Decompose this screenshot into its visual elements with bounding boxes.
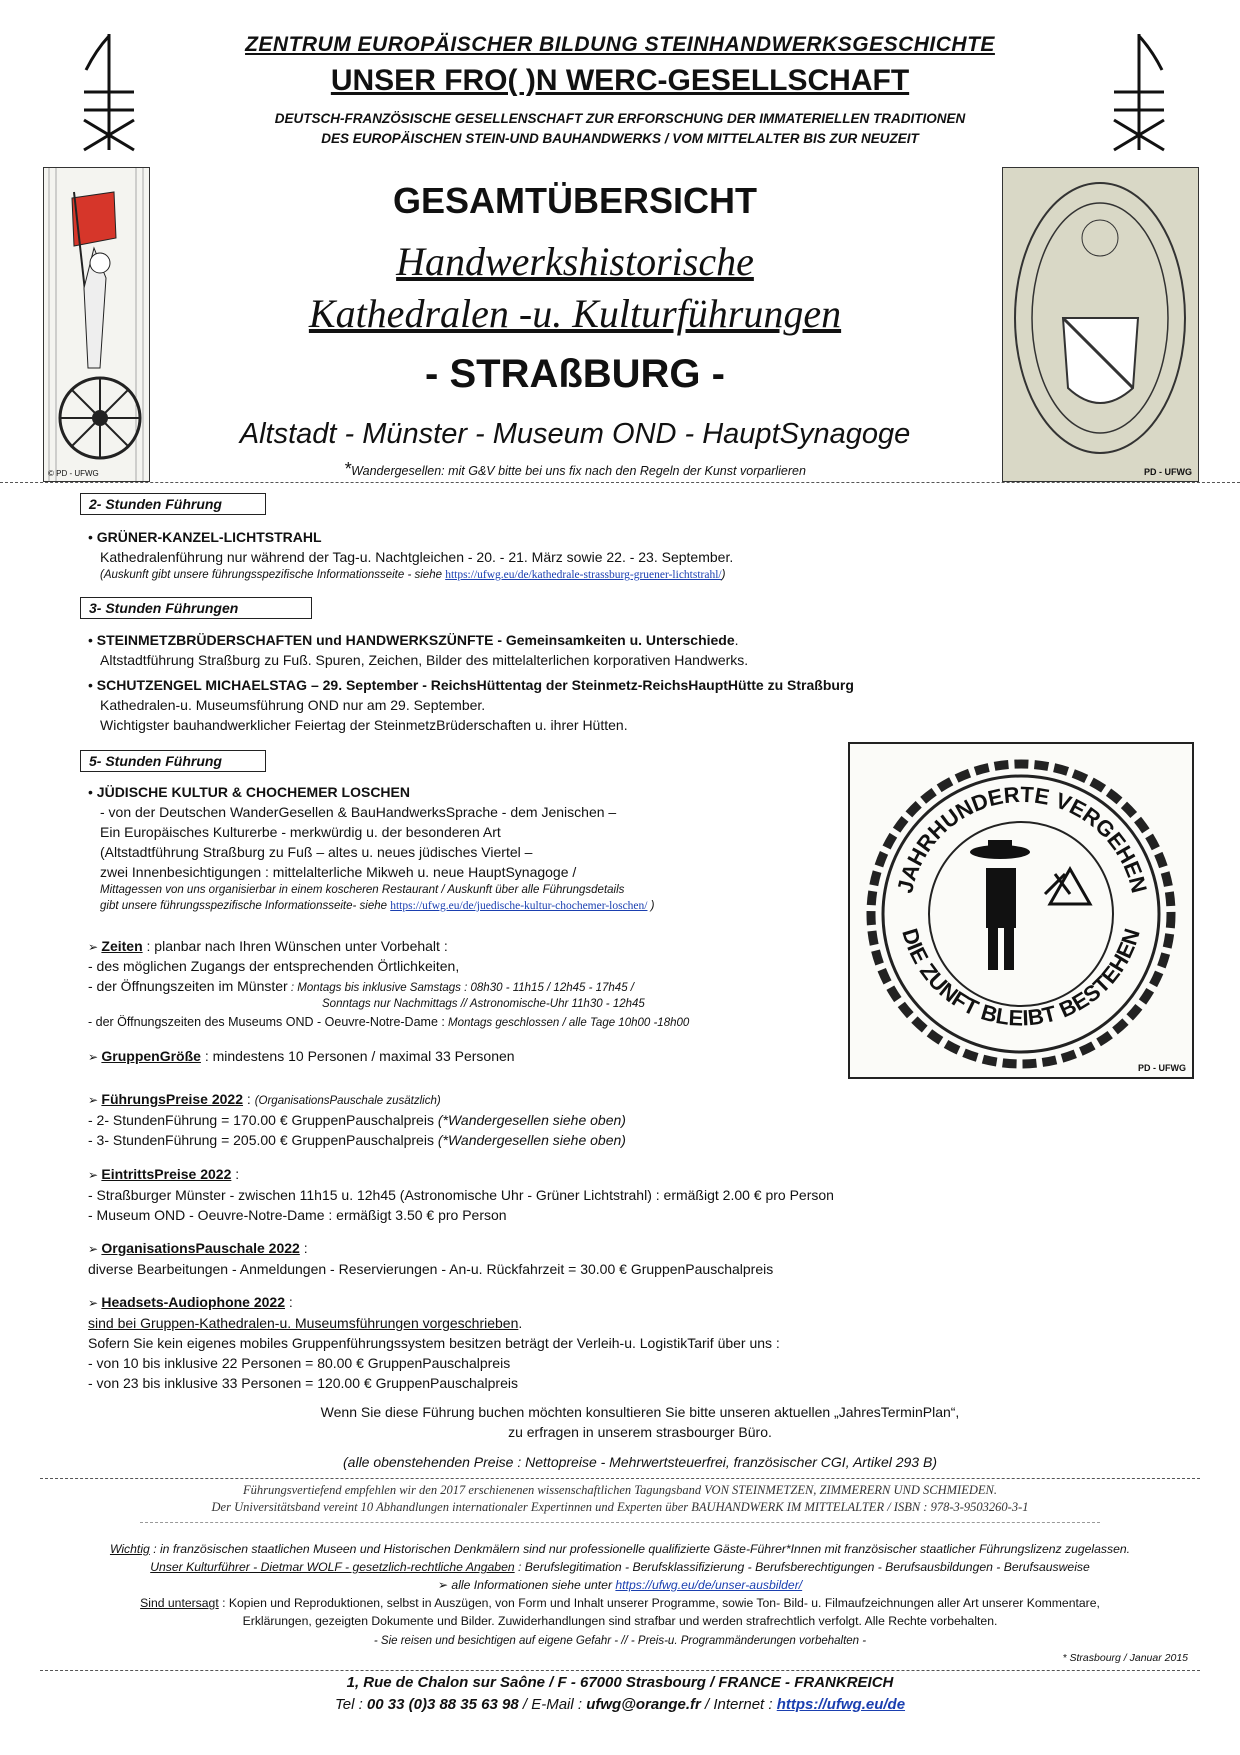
footer-tel[interactable]: 00 33 (0)3 88 35 63 98: [366, 1696, 519, 1713]
note-text: Wandergesellen: mit G&V bitte bei uns fix nach den Regeln der Kunst vorparlieren: [351, 464, 806, 478]
eintritt-line-2: - Museum OND - Oeuvre-Notre-Dame : ermäßigt 3.50 € pro Person: [88, 1207, 507, 1223]
preise-block: ➢ FührungsPreise 2022 : (OrganisationsPauschale zusätzlich) - 2- StundenFührung = 170.00 € GruppenPauschalpreis (*Wandergesellen siehe oben) - 3- StundenFührung = 205.00 € GruppenPauschalpreis (*Wandergesellen siehe oben): [88, 1089, 888, 1150]
seal-caption: PD - UFWG: [1138, 1063, 1186, 1073]
guild-seal-image: [1002, 167, 1199, 482]
item2-text-2: Wichtigster bauhandwerklicher Feiertag der SteinmetzBrüderschaften u. ihrer Hütten.: [100, 717, 628, 733]
footer-contact: Tel : 00 33 (0)3 88 35 63 98 / E-Mail : ufwg@orange.fr / Internet : https://ufwg.eu/de: [334, 1696, 906, 1713]
item2-text-1: Kathedralen-u. Museumsführung OND nur am 29. September.: [100, 697, 486, 713]
line-1: - von der Deutschen WanderGesellen & BauHandwerksSprache - dem Jenischen –: [100, 804, 617, 820]
preise-line-1: - 2- StundenFührung = 170.00 € GruppenPauschalpreis (*Wandergesellen siehe oben): [88, 1112, 626, 1128]
gruppe-block: ➢ GruppenGröße : mindestens 10 Personen / maximal 33 Personen: [88, 1048, 515, 1064]
headsets-line-2: Sofern Sie kein eigenes mobiles Gruppenführungssystem besitzen beträgt der Verleih-u. LogistikTarif über uns :: [88, 1335, 780, 1351]
link-ausbilder[interactable]: https://ufwg.eu/de/unser-ausbilder/: [615, 1578, 803, 1592]
booking-line-2: zu erfragen in unserem strasbourger Büro.: [508, 1424, 772, 1440]
seal-text-bottom: DIE ZUNFT BLEIBT BESTEHEN: [897, 925, 1145, 1031]
footer-address: 1, Rue de Chalon sur Saône / F - 67000 Strasbourg / FRANCE - FRANKREICH: [346, 1674, 894, 1691]
script-title-1: Handwerkshistorische: [396, 239, 754, 284]
divider-3: [40, 1670, 1200, 1671]
org-name: UNSER FRO( )N WERC-GESELLSCHAFT: [330, 64, 910, 97]
item-title: GRÜNER-KANZEL-LICHTSTRAHL: [96, 529, 322, 545]
orga-heading: OrganisationsPauschale 2022: [101, 1240, 300, 1256]
risk-line: - Sie reisen und besichtigen auf eigene Gefahr - // - Preis-u. Programmänderungen vorbehalten -: [373, 1635, 867, 1647]
org-subtitle-1: DEUTSCH-FRANZÖSISCHE GESELLENSCHAFT ZUR ERFORSCHUNG DER IMMATERIELLEN TRADITIONEN: [274, 111, 966, 126]
preise-heading: FührungsPreise 2022: [101, 1091, 244, 1107]
mason-mark-left-icon: [78, 30, 140, 155]
item1-title: STEINMETZBRÜDERSCHAFTEN und HANDWERKSZÜNFTE - Gemeinsamkeiten u. Unterschiede: [96, 632, 735, 648]
item2-title: SCHUTZENGEL MICHAELSTAG – 29. September - ReichsHüttentag der Steinmetz-ReichsHauptHütte zu Straßburg: [96, 677, 854, 693]
wichtig-line: Wichtig : in französischen staatlichen Museen und Historischen Denkmälern sind nur professionelle qualifizierte Gäste-Führer*Innen mit französischer staatlicher Führungslizenz zugelassen.: [109, 1542, 1131, 1556]
untersagt-line-2: Erklärungen, gezeigten Dokumente und Bilder. Zuwiderhandlungen sind strafbar und werden strafrechtlich verfolgt. Alle Rechte vorbehalten.: [242, 1614, 998, 1628]
eintritt-heading: EintrittsPreise 2022: [101, 1166, 232, 1182]
legal-block: [40, 1540, 1200, 1650]
bullet: •: [88, 677, 97, 693]
zeiten-line-4: - der Öffnungszeiten des Museums OND - Oeuvre-Notre-Dame : Montags geschlossen / alle Tage 10h00 -18h00: [88, 1015, 690, 1029]
item-title: JÜDISCHE KULTUR & CHOCHEMER LOSCHEN: [96, 784, 410, 800]
headsets-line-4: - von 23 bis inklusive 33 Personen = 120.00 € GruppenPauschalpreis: [88, 1375, 518, 1391]
booking-line-3: (alle obenstehenden Preise : Nettopreise - Mehrwertsteuerfrei, französischer CGI, Artikel 293 B): [343, 1454, 937, 1470]
places-line: Altstadt - Münster - Museum OND - HauptSynagoge: [239, 418, 911, 450]
zeiten-line-3: Sonntags nur Nachmittags // Astronomische-Uhr 11h30 - 12h45: [322, 998, 645, 1010]
section-3h-items: • STEINMETZBRÜDERSCHAFTEN und HANDWERKSZÜNFTE - Gemeinsamkeiten u. Unterschiede. Altstadtführung Straßburg zu Fuß. Spuren, Zeichen, Bilder des mittelalterlichen korporativen Handwerks. • SCHUTZENGEL MICHAELSTAG – 29. September - ReichsHüttentag der Steinmetz-ReichsHauptHütte zu Straßburg Kathedralen-u. Museumsführung OND nur am 29. September. Wichtigster bauhandwerklicher Feiertag der SteinmetzBrüderschaften u. ihrer Hütten.: [88, 630, 1188, 735]
headsets-line-1: sind bei Gruppen-Kathedralen-u. Museumsführungen vorgeschrieben.: [88, 1315, 523, 1331]
orga-line-1: diverse Bearbeitungen - Anmeldungen - Reservierungen - An-u. Rückfahrzeit = 30.00 € GruppenPauschalpreis: [88, 1261, 774, 1277]
section-5h-label: 5- Stunden Führung: [80, 750, 266, 772]
divider-1: [40, 1478, 1200, 1479]
bullet: •: [88, 632, 97, 648]
seal-text-top: JAHRHUNDERTE VERGEHEN: [892, 781, 1152, 896]
city-title: - STRAßBURG -: [425, 352, 725, 396]
preise-line-2: - 3- StundenFührung = 205.00 € GruppenPauschalpreis (*Wandergesellen siehe oben): [88, 1132, 626, 1148]
left-image-caption: © PD - UFWG: [48, 469, 99, 478]
booking-block: [140, 1402, 1140, 1472]
mason-mark-right-icon: [1108, 30, 1170, 155]
line-6: gibt unsere führungsspezifische Informationsseite- siehe https://ufwg.eu/de/juedische-kultur-chochemer-loschen/ ): [100, 900, 655, 912]
footer-web-link[interactable]: https://ufwg.eu/de: [776, 1696, 906, 1713]
line-4: zwei Innenbesichtigungen : mittelalterliche Mikweh u. neue HauptSynagoge /: [100, 864, 577, 880]
zunft-seal-image: [848, 742, 1194, 1079]
booking-line-1: Wenn Sie diese Führung buchen möchten konsultieren Sie bitte unseren aktuellen „JahresTerminPlan“,: [320, 1404, 960, 1420]
wandergesellen-note: [160, 459, 990, 480]
info-line: ➢ alle Informationen siehe unter https://ufwg.eu/de/unser-ausbilder/: [437, 1578, 803, 1592]
org-subtitle-2: DES EUROPÄISCHEN STEIN-UND BAUHANDWERKS / VOM MITTELALTER BIS ZUR NEUZEIT: [321, 131, 919, 146]
line-2: Ein Europäisches Kulturerbe - merkwürdig u. der besonderen Art: [100, 824, 501, 840]
stamp-line: * Strasbourg / Januar 2015: [1062, 1652, 1188, 1664]
item-text: Kathedralenführung nur während der Tag-u. Nachtgleichen - 20. - 21. März sowie 22. - 23. September.: [100, 549, 734, 565]
item-note: (Auskunft gibt unsere führungsspezifische Informationsseite - siehe https://ufwg.eu/de/kathedrale-strassburg-gruener-lichtstrahl/): [100, 569, 726, 581]
line-5: Mittagessen von uns organisierbar in einem koscheren Restaurant / Auskunft über alle Führungsdetails: [100, 884, 625, 896]
bullet: •: [88, 784, 97, 800]
link-gruener-lichtstrahl[interactable]: https://ufwg.eu/de/kathedrale-strassburg-gruener-lichtstrahl/: [445, 569, 722, 581]
note-star: *: [344, 459, 352, 479]
headsets-block: ➢ Headsets-Audiophone 2022 : sind bei Gruppen-Kathedralen-u. Museumsführungen vorgeschrieben. Sofern Sie kein eigenes mobiles Gruppenführungssystem besitzen beträgt der Verleih-u. LogistikTarif über uns : - von 10 bis inklusive 22 Personen = 80.00 € GruppenPauschalpreis - von 23 bis inklusive 33 Personen = 120.00 € GruppenPauschalpreis: [88, 1292, 1088, 1393]
untersagt-line: Sind untersagt : Kopien und Reproduktionen, selbst in Auszügen, von Form und Inhalt unserer Programme, sowie Ton- Bild- u. Filmaufzeichnungen aller Art unserer Kommentare,: [140, 1596, 1100, 1610]
divider-2: [140, 1522, 1100, 1523]
overview-title: GESAMTÜBERSICHT: [392, 180, 757, 221]
fuehrer-line: Unser Kulturführer - Dietmar WOLF - gesetzlich-rechtliche Angaben : Berufslegitimation - Berufsklassifizierung - Berufsberechtigungen - Berufsausbildungen - Berufsausweise: [150, 1560, 1090, 1574]
zeiten-block: ➢ Zeiten : planbar nach Ihren Wünschen unter Vorbehalt :: [88, 938, 448, 954]
bullet: •: [88, 529, 97, 545]
eintritt-block: ➢ EintrittsPreise 2022 : - Straßburger Münster - zwischen 11h15 u. 12h45 (Astronomische Uhr - Grüner Lichtstrahl) : ermäßigt 2.00 € pro Person - Museum OND - Oeuvre-Notre-Dame : ermäßigt 3.50 € pro Person: [88, 1164, 1088, 1225]
eintritt-line-1: - Straßburger Münster - zwischen 11h15 u. 12h45 (Astronomische Uhr - Grüner Lichtstrahl) : ermäßigt 2.00 € pro Person: [88, 1187, 834, 1203]
headsets-line-3: - von 10 bis inklusive 22 Personen = 80.00 € GruppenPauschalpreis: [88, 1355, 511, 1371]
right-image-caption: PD - UFWG: [1144, 467, 1192, 477]
zeiten-heading: Zeiten: [101, 938, 143, 954]
zeiten-line-1: - des möglichen Zugangs der entsprechenden Örtlichkeiten,: [88, 958, 460, 974]
gruppe-heading: GruppenGröße: [101, 1048, 201, 1064]
section-3h-label: 3- Stunden Führungen: [80, 597, 312, 619]
script-title-2: Kathedralen -u. Kulturführungen: [308, 291, 842, 336]
headsets-heading: Headsets-Audiophone 2022: [101, 1294, 285, 1310]
org-top-line: ZENTRUM EUROPÄISCHER BILDUNG STEINHANDWERKSGESCHICHTE: [245, 33, 995, 56]
zeiten-line-2: - der Öffnungszeiten im Münster : Montags bis inklusive Samstags : 08h30 - 11h15 / 12h45 - 17h45 /: [88, 978, 634, 994]
line-3: (Altstadtführung Straßburg zu Fuß – altes u. neues jüdisches Viertel –: [100, 844, 533, 860]
section-2h-item: [88, 527, 1188, 583]
item1-text: Altstadtführung Straßburg zu Fuß. Spuren, Zeichen, Bilder des mittelalterlichen korporativen Handwerks.: [100, 652, 749, 668]
header-divider: [0, 482, 1240, 483]
footer-mail[interactable]: ufwg@orange.fr: [586, 1696, 701, 1713]
book-note-1: Führungsvertiefend empfehlen wir den 2017 erschienenen wissenschaftlichen Tagungsband VON STEINMETZEN, ZIMMERERN UND SCHMIEDEN.: [243, 1483, 997, 1497]
section-2h-label: 2- Stunden Führung: [80, 493, 266, 515]
orga-block: ➢ OrganisationsPauschale 2022 : diverse Bearbeitungen - Anmeldungen - Reservierungen - An-u. Rückfahrzeit = 30.00 € GruppenPauschalpreis: [88, 1238, 1088, 1279]
svg-text:DIE ZUNFT BLEIBT BESTEHEN: [897, 926, 1145, 1031]
zeiten-lines: [88, 956, 868, 1032]
book-note-2: Der Universitätsband vereint 10 Abhandlungen internationaler Expertinnen und Experten über BAUHANDWERK IM MITTELALTER / ISBN : 978-3-9503260-3-1: [211, 1500, 1029, 1514]
section-5h-item: [88, 782, 848, 914]
link-juedische-kultur[interactable]: https://ufwg.eu/de/juedische-kultur-chochemer-loschen/: [390, 900, 648, 912]
woodcut-flagbearer-image: [43, 167, 150, 482]
book-note: [60, 1482, 1180, 1516]
